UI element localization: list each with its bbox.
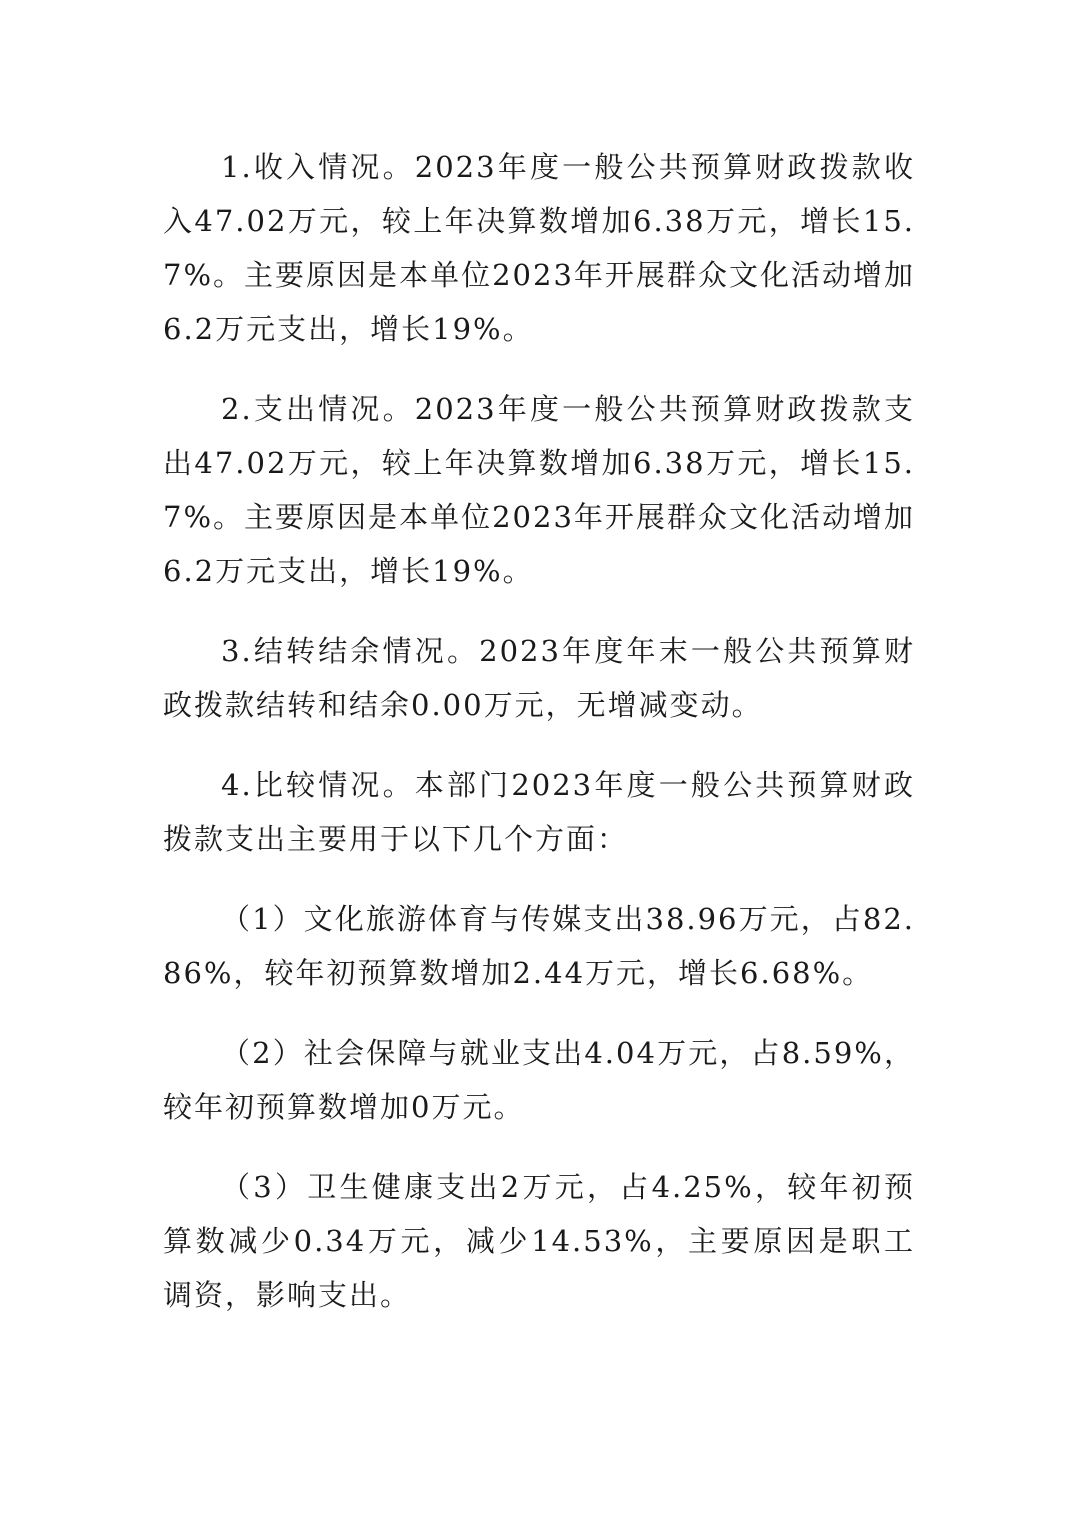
paragraph-item-culture: （1）文化旅游体育与传媒支出38.96万元，占82.86%，较年初预算数增加2.44万元，增长6.68%。 (163, 902, 915, 990)
paragraph-item-social-security: （2）社会保障与就业支出4.04万元，占8.59%，较年初预算数增加0万元。 (163, 1036, 915, 1124)
paragraph-income: 1.收入情况。2023年度一般公共预算财政拨款收入47.02万元，较上年决算数增加6.38万元，增长15.7%。主要原因是本单位2023年开展群众文化活动增加6.2万元支出，增长19%。 (163, 150, 915, 346)
paragraph-carryover: 3.结转结余情况。2023年度年末一般公共预算财政拨款结转和结余0.00万元，无增减变动。 (163, 634, 915, 722)
document-body (163, 140, 915, 1348)
paragraph-comparison: 4.比较情况。本部门2023年度一般公共预算财政拨款支出主要用于以下几个方面： (163, 768, 915, 856)
paragraph-item-health: （3）卫生健康支出2万元，占4.25%，较年初预算数减少0.34万元，减少14.53%，主要原因是职工调资，影响支出。 (163, 1170, 915, 1312)
paragraph-expenditure: 2.支出情况。2023年度一般公共预算财政拨款支出47.02万元，较上年决算数增加6.38万元，增长15.7%。主要原因是本单位2023年开展群众文化活动增加6.2万元支出，增长19%。 (163, 392, 915, 588)
